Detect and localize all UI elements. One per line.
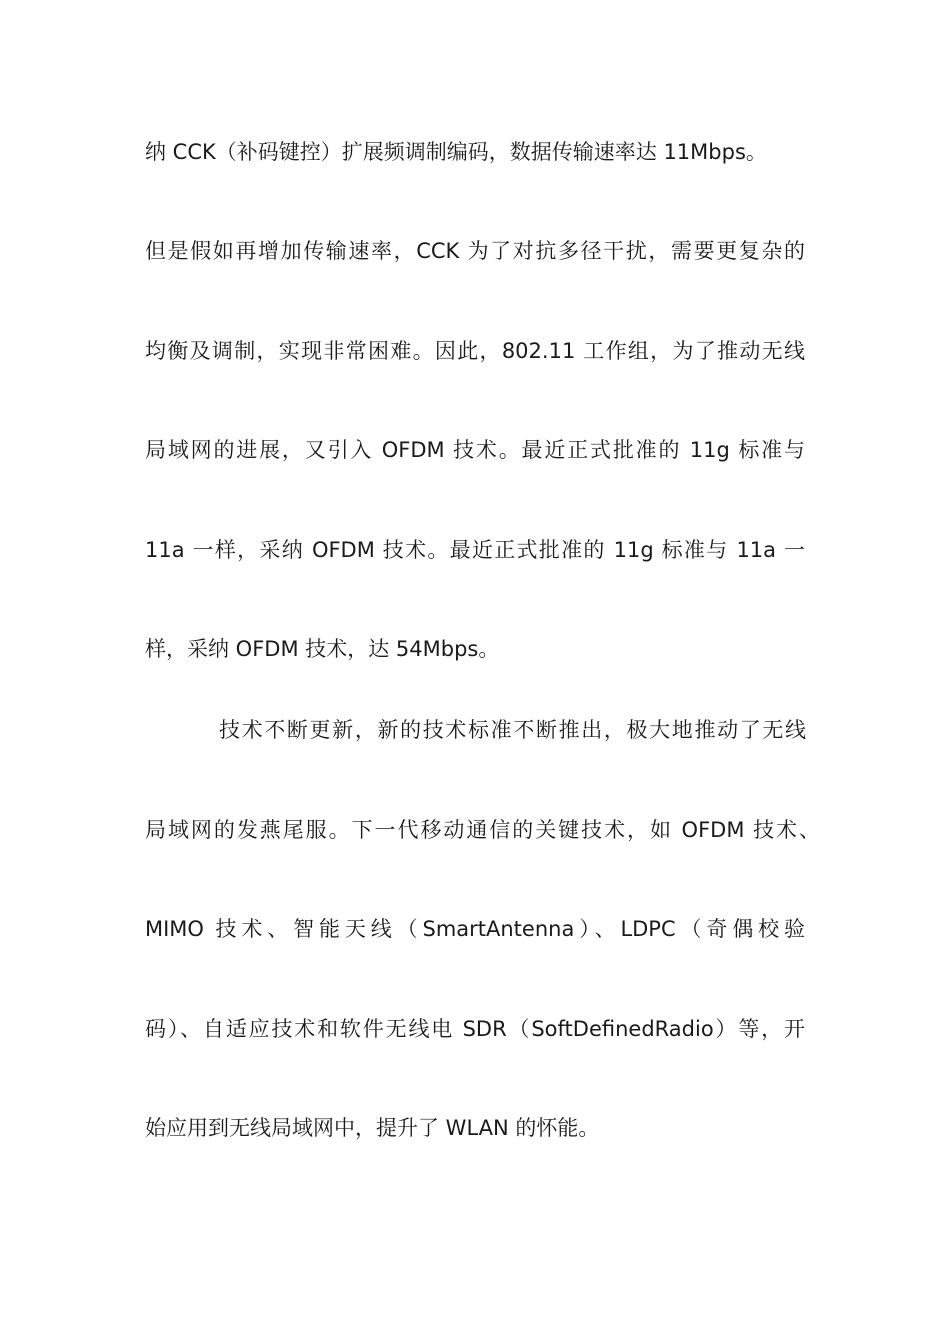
paragraph-start-line: 技术不断更新，新的技术标准不断推出，极大地推动了无线 <box>219 718 806 742</box>
text-line-8: 局域网的发燕尾服。下一代移动通信的关键技术，如 OFDM 技术、 <box>145 818 820 842</box>
text-line-5: 11a 一样，采纳 OFDM 技术。最近正式批准的 11g 标准与 11a 一 <box>145 538 805 562</box>
text-line-1: 纳 CCK（补码键控）扩展频调制编码，数据传输速率达 11Mbps。 <box>145 140 767 164</box>
text-line-9: MIMO 技术、智能天线（SmartAntenna）、LDPC（奇偶校验 <box>145 917 805 941</box>
text-line-10: 码）、自适应技术和软件无线电 SDR（SoftDefinedRadio）等，开 <box>145 1017 805 1041</box>
text-line-2: 但是假如再增加传输速率，CCK 为了对抗多径干扰，需要更复杂的 <box>145 239 805 263</box>
text-line-3: 均衡及调制，实现非常困难。因此，802.11 工作组，为了推动无线 <box>145 339 805 363</box>
text-line-6: 样，采纳 OFDM 技术，达 54Mbps。 <box>145 637 500 661</box>
text-line-4: 局域网的进展，又引入 OFDM 技术。最近正式批准的 11g 标准与 <box>145 438 805 462</box>
text-line-11: 始应用到无线局域网中，提升了 WLAN 的怀能。 <box>145 1116 600 1140</box>
